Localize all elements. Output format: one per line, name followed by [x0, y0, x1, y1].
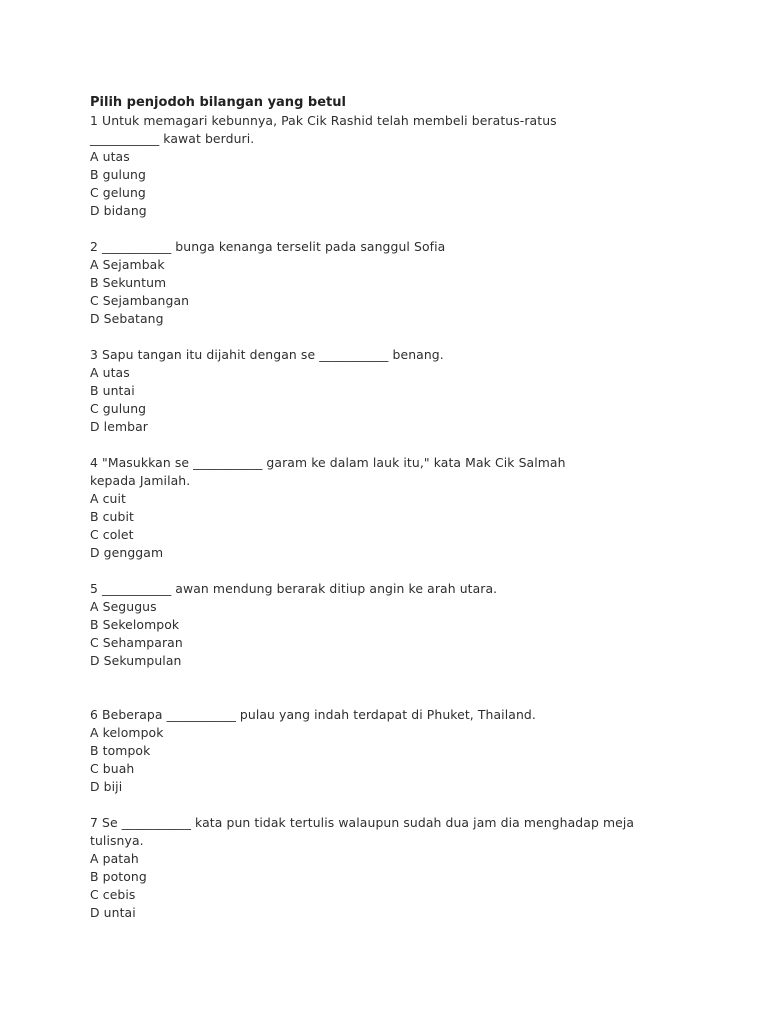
question-text: 6 Beberapa ___________ pulau yang indah terdapat di Phuket, Thailand. — [90, 707, 536, 722]
worksheet — [90, 94, 710, 922]
option-a: A kelompok — [90, 725, 164, 740]
option-a: A utas — [90, 365, 130, 380]
option-a: A Sejambak — [90, 257, 165, 272]
question-5 — [90, 580, 710, 670]
option-a: A cuit — [90, 491, 126, 506]
question-text: ___________ kawat berduri. — [90, 131, 255, 146]
question-1 — [90, 112, 710, 220]
worksheet-title: Pilih penjodoh bilangan yang betul — [90, 95, 346, 110]
question-7 — [90, 814, 710, 922]
question-text: 3 Sapu tangan itu dijahit dengan se ___________ benang. — [90, 347, 444, 362]
option-d: D lembar — [90, 419, 148, 434]
option-b: B gulung — [90, 167, 146, 182]
option-c: C colet — [90, 527, 134, 542]
option-d: D bidang — [90, 203, 147, 218]
option-a: A patah — [90, 851, 139, 866]
option-b: B cubit — [90, 509, 134, 524]
option-d: D biji — [90, 779, 123, 794]
spacer — [90, 670, 710, 706]
option-b: B Sekelompok — [90, 617, 180, 632]
option-a: A Segugus — [90, 599, 157, 614]
question-text: 7 Se ___________ kata pun tidak tertulis walaupun sudah dua jam dia menghadap meja — [90, 815, 635, 830]
option-b: B Sekuntum — [90, 275, 167, 290]
spacer — [90, 436, 710, 454]
spacer — [90, 328, 710, 346]
question-text: 5 ___________ awan mendung berarak ditiup angin ke arah utara. — [90, 581, 498, 596]
option-a: A utas — [90, 149, 130, 164]
question-6 — [90, 706, 710, 796]
option-d: D Sekumpulan — [90, 653, 182, 668]
question-text: 2 ___________ bunga kenanga terselit pada sanggul Sofia — [90, 239, 446, 254]
option-d: D untai — [90, 905, 136, 920]
option-c: C Sejambangan — [90, 293, 190, 308]
question-3 — [90, 346, 710, 436]
spacer — [90, 796, 710, 814]
spacer — [90, 220, 710, 238]
question-text: tulisnya. — [90, 833, 144, 848]
question-2 — [90, 238, 710, 328]
option-d: D genggam — [90, 545, 164, 560]
option-b: B tompok — [90, 743, 151, 758]
option-c: C gulung — [90, 401, 147, 416]
spacer — [90, 562, 710, 580]
question-text: kepada Jamilah. — [90, 473, 191, 488]
option-b: B untai — [90, 383, 135, 398]
question-text: 1 Untuk memagari kebunnya, Pak Cik Rashid telah membeli beratus-ratus — [90, 113, 557, 128]
option-b: B potong — [90, 869, 147, 884]
option-c: C gelung — [90, 185, 146, 200]
question-4 — [90, 454, 710, 562]
question-text: 4 "Masukkan se ___________ garam ke dalam lauk itu," kata Mak Cik Salmah — [90, 455, 566, 470]
option-c: C buah — [90, 761, 135, 776]
option-c: C Sehamparan — [90, 635, 183, 650]
option-d: D Sebatang — [90, 311, 164, 326]
option-c: C cebis — [90, 887, 136, 902]
